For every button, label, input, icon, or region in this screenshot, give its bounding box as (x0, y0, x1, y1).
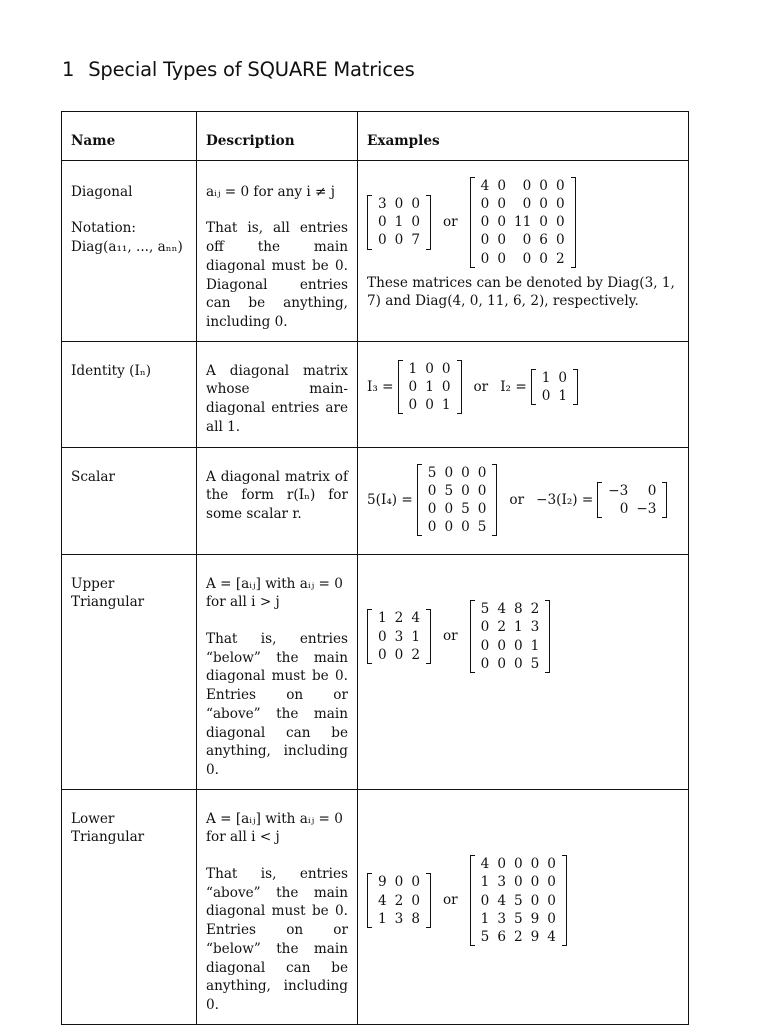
matrix-entry: 1 (441, 397, 451, 414)
matrix-entry: 2 (394, 892, 404, 909)
matrix (417, 464, 498, 537)
matrix-entry: 5 (477, 519, 487, 536)
matrix-entry: 0 (558, 369, 568, 386)
matrix-row (477, 855, 560, 873)
matrix-entry: 0 (555, 214, 565, 231)
matrix-entry: 3 (497, 910, 506, 927)
notation-label: Notation: (71, 220, 136, 237)
matrix-entry: 2 (394, 610, 404, 627)
matrix-row (374, 892, 424, 910)
right-bracket (571, 177, 576, 268)
matrix-entry: 9 (378, 874, 387, 891)
note: These matrices can be denoted by Diag(3, 1, 7) and Diag(4, 0, 11, 6, 2), respectively. (367, 274, 675, 310)
matrix-entry: 4 (480, 177, 490, 194)
matrix-entry: 0 (425, 397, 434, 414)
matrix-row (374, 195, 424, 213)
matrix-entry: 6 (497, 928, 506, 945)
matrix-entry: 2 (411, 646, 420, 663)
matrix-entry: 0 (513, 637, 523, 654)
matrix-row (374, 646, 424, 664)
matrix-entry: 3 (497, 874, 506, 891)
matrix-entry: 0 (539, 250, 548, 267)
matrix-entry: 6 (539, 232, 548, 249)
matrix-entries (405, 360, 455, 415)
right-bracket (426, 873, 431, 928)
matrix-entry: 5 (530, 655, 540, 672)
matrix-row (424, 482, 491, 500)
matrix-entry: −3 (608, 482, 629, 499)
matrix-entry: 0 (394, 232, 404, 249)
matrix-entry: 0 (444, 501, 454, 518)
header-examples: Examples (367, 133, 440, 149)
matrix-entry: 3 (378, 195, 387, 212)
section-number: 1 (62, 58, 75, 81)
matrix (398, 360, 462, 415)
left-bracket (417, 464, 422, 537)
left-bracket (398, 360, 403, 415)
matrix-entry: 1 (378, 610, 387, 627)
matrix-row (374, 628, 424, 646)
matrix-label: I₃ = (367, 378, 394, 395)
or-text: or (442, 628, 458, 645)
matrix-entry: 0 (513, 856, 523, 873)
right-bracket (573, 369, 578, 405)
matrix-entry: 0 (497, 232, 506, 249)
matrix-entry: 0 (547, 910, 556, 927)
matrix-row (477, 873, 560, 891)
matrix-entry: 0 (522, 232, 532, 249)
matrix-entry: 0 (378, 646, 387, 663)
type-name: Upper Triangular (71, 575, 145, 611)
matrix-entry: 0 (547, 892, 556, 909)
matrix-entry: 0 (461, 519, 470, 536)
matrix-entry: 4 (497, 892, 506, 909)
matrix (470, 600, 551, 673)
matrix-entry: 2 (555, 250, 565, 267)
matrix-entry: 1 (394, 214, 404, 231)
matrix-row (405, 360, 455, 378)
matrix-entry: 1 (425, 378, 434, 395)
matrix-entry: 1 (530, 637, 540, 654)
matrix-row (477, 618, 544, 636)
matrix-row (604, 482, 660, 500)
matrix (470, 177, 576, 268)
matrix-entry: 0 (530, 856, 540, 873)
matrix-entry: 0 (425, 360, 434, 377)
examples-line (367, 855, 679, 946)
matrix-entry: 9 (530, 910, 540, 927)
matrix-entries (477, 600, 544, 673)
matrix-entries (604, 482, 660, 518)
matrix-entry: 0 (547, 856, 556, 873)
matrix-entry: 0 (480, 232, 490, 249)
matrix-row (424, 464, 491, 482)
matrix-entry: 5 (513, 892, 523, 909)
matrix-entry: 0 (497, 214, 506, 231)
matrix-entry: 0 (394, 195, 404, 212)
matrix-entry: 0 (427, 519, 437, 536)
row-scalar (62, 447, 689, 554)
left-bracket (470, 855, 475, 946)
examples-line (367, 464, 679, 537)
matrix-entry: 0 (411, 892, 420, 909)
matrix-entry: 0 (497, 177, 506, 194)
matrix-entry: 0 (480, 214, 490, 231)
matrix-entries (374, 609, 424, 664)
matrix-entries (477, 855, 560, 946)
matrix-row (405, 396, 455, 414)
matrix-row (374, 231, 424, 249)
type-name: Identity (Iₙ) (71, 362, 152, 379)
matrix-label: 5(I₄) = (367, 491, 413, 508)
matrix-entry: 0 (427, 501, 437, 518)
matrix-entry: 0 (541, 387, 551, 404)
matrix-entry: 4 (411, 610, 420, 627)
matrix-row (374, 609, 424, 627)
matrix-entry: 5 (513, 910, 523, 927)
matrix-entry: 0 (522, 177, 532, 194)
matrix-entry: 0 (411, 874, 420, 891)
left-bracket (531, 369, 536, 405)
matrix-entry: 5 (444, 482, 454, 499)
matrix-entry: 0 (427, 482, 437, 499)
matrix-row (477, 892, 560, 910)
examples-line (367, 600, 679, 673)
matrix (367, 873, 431, 928)
matrix-entry: 0 (547, 874, 556, 891)
matrix-entry: 0 (522, 195, 532, 212)
matrix-entry: 0 (480, 195, 490, 212)
right-bracket (662, 482, 667, 518)
matrix-entry: 8 (411, 910, 420, 927)
matrix-row (374, 213, 424, 231)
definition: aᵢⱼ = 0 for any i ≠ j (206, 183, 335, 200)
matrix-entry: 0 (461, 464, 470, 481)
matrix-entry: 2 (497, 619, 506, 636)
matrix-entry: 0 (555, 195, 565, 212)
notation: Diag(a₁₁, ..., aₙₙ) (71, 239, 183, 256)
matrix-entry: 0 (555, 177, 565, 194)
matrix-row (424, 518, 491, 536)
matrix-entry: 4 (480, 856, 490, 873)
matrix-entry: 11 (513, 214, 532, 231)
matrix-entry: 0 (480, 655, 490, 672)
matrix-entry: 0 (555, 232, 565, 249)
definition: A = [aᵢⱼ] with aᵢⱼ = 0 for all i < j (206, 810, 343, 846)
description: That is, entries “below” the main diagonal must be 0. Entries on or “above” the main diagonal can be anything, including 0. (206, 631, 348, 778)
matrix-entry: 4 (497, 601, 506, 618)
matrix-row (538, 369, 571, 387)
left-bracket (367, 873, 372, 928)
matrix-entry: 0 (477, 482, 487, 499)
description: A diagonal matrix of the form r(Iₙ) for some scalar r. (206, 468, 348, 523)
matrix-entry: 1 (558, 387, 568, 404)
examples-line (367, 177, 679, 268)
matrix-entry: 0 (441, 360, 451, 377)
matrix-entry: 0 (394, 874, 404, 891)
matrix-row (477, 213, 569, 231)
or-text: or (442, 213, 458, 230)
matrix-entry: 0 (539, 177, 548, 194)
definition: A = [aᵢⱼ] with aᵢⱼ = 0 for all i > j (206, 575, 343, 611)
matrix-label: −3(I₂) = (536, 491, 594, 508)
matrix-entry: 0 (444, 464, 454, 481)
row-diagonal (62, 160, 689, 341)
matrix-entry: 9 (530, 928, 540, 945)
left-bracket (367, 195, 372, 250)
matrix-entry: 1 (541, 369, 551, 386)
matrix-row (374, 873, 424, 891)
matrix-entry: 0 (378, 628, 387, 645)
matrix-row (538, 387, 571, 405)
matrix-entry: 0 (619, 501, 629, 518)
matrix-entry: 0 (408, 397, 418, 414)
left-bracket (470, 600, 475, 673)
matrix-entry: 0 (394, 646, 404, 663)
or-text: or (473, 378, 489, 395)
row-lower-triangular (62, 789, 689, 1024)
matrix-entry: 0 (444, 519, 454, 536)
matrix (531, 369, 578, 405)
matrix-entries (477, 177, 569, 268)
matrix-entry: 0 (522, 250, 532, 267)
matrix-entries (374, 873, 424, 928)
right-bracket (426, 195, 431, 250)
matrix-entry: 3 (530, 619, 540, 636)
or-text: or (442, 892, 458, 909)
matrix-entries (538, 369, 571, 405)
matrix-entry: 1 (411, 628, 420, 645)
matrix (470, 855, 567, 946)
matrix-row (477, 928, 560, 946)
header-name: Name (71, 133, 116, 149)
left-bracket (367, 609, 372, 664)
matrix-entry: 1 (378, 910, 387, 927)
right-bracket (457, 360, 462, 415)
section-heading (62, 58, 415, 81)
matrix-row (424, 500, 491, 518)
matrix-row (604, 500, 660, 518)
matrix (597, 482, 667, 518)
matrix-entry: 1 (408, 360, 418, 377)
or-text: or (509, 491, 525, 508)
left-bracket (470, 177, 475, 268)
header-row (62, 112, 689, 161)
matrix-entry: 3 (394, 628, 404, 645)
matrix-row (374, 910, 424, 928)
matrix-entry: 0 (480, 637, 490, 654)
matrix-entry: 0 (480, 250, 490, 267)
matrix-entry: 0 (378, 232, 387, 249)
matrix-row (477, 637, 544, 655)
matrix-row (477, 177, 569, 195)
matrix-entry: 5 (461, 501, 470, 518)
matrix-entries (424, 464, 491, 537)
matrix-entry: 2 (530, 601, 540, 618)
matrix-entry: 0 (477, 501, 487, 518)
matrix-entry: 0 (513, 655, 523, 672)
matrix-entry: 0 (411, 214, 420, 231)
matrix-entry: 0 (477, 464, 487, 481)
description: That is, all entries off the main diagonal must be 0. Diagonal entries can be anything, including 0. (206, 220, 348, 330)
matrix-entry: 0 (497, 195, 506, 212)
matrix-row (477, 655, 544, 673)
matrix-entry: 5 (480, 928, 490, 945)
right-bracket (492, 464, 497, 537)
matrix-entry: 0 (539, 195, 548, 212)
matrix-entry: 0 (461, 482, 470, 499)
type-name: Diagonal (71, 183, 133, 200)
matrix-entry: 1 (480, 910, 490, 927)
matrix-entries (374, 195, 424, 250)
matrix-entry: −3 (636, 501, 657, 518)
matrix-entry: 0 (497, 637, 506, 654)
matrix-entry: 1 (513, 619, 523, 636)
left-bracket (597, 482, 602, 518)
matrix-entry: 8 (513, 601, 523, 618)
matrix-row (477, 250, 569, 268)
matrix-entry: 4 (547, 928, 556, 945)
matrix-entry: 0 (530, 892, 540, 909)
right-bracket (545, 600, 550, 673)
matrix-entry: 0 (513, 874, 523, 891)
matrix (367, 609, 431, 664)
matrix-entry: 1 (480, 874, 490, 891)
matrix-entry: 2 (513, 928, 523, 945)
matrix-types-table (61, 111, 689, 1025)
matrix-entry: 5 (480, 601, 490, 618)
examples-line (367, 360, 679, 415)
matrix-entry: 0 (497, 250, 506, 267)
matrix-entry: 4 (378, 892, 387, 909)
right-bracket (562, 855, 567, 946)
matrix-entry: 0 (441, 378, 451, 395)
matrix-entry: 0 (647, 482, 657, 499)
matrix-entry: 3 (394, 910, 404, 927)
row-upper-triangular (62, 554, 689, 789)
matrix-row (477, 231, 569, 249)
matrix-row (477, 600, 544, 618)
matrix-row (477, 195, 569, 213)
header-description: Description (206, 133, 295, 149)
matrix-entry: 0 (480, 619, 490, 636)
matrix-entry: 0 (497, 856, 506, 873)
matrix-entry: 0 (411, 195, 420, 212)
matrix-row (405, 378, 455, 396)
matrix-row (477, 910, 560, 928)
matrix-entry: 0 (378, 214, 387, 231)
matrix-entry: 0 (408, 378, 418, 395)
description: That is, entries “above” the main diagonal must be 0. Entries on or “below” the main diagonal can be anything, including 0. (206, 866, 348, 1013)
description: A diagonal matrix whose main-diagonal entries are all 1. (206, 362, 348, 435)
matrix (367, 195, 431, 250)
type-name: Lower Triangular (71, 810, 145, 846)
matrix-entry: 0 (530, 874, 540, 891)
matrix-entry: 0 (539, 214, 548, 231)
matrix-entry: 7 (411, 232, 420, 249)
row-identity (62, 341, 689, 447)
matrix-entry: 5 (427, 464, 437, 481)
type-name: Scalar (71, 468, 115, 485)
matrix-entry: 0 (480, 892, 490, 909)
right-bracket (426, 609, 431, 664)
matrix-label: I₂ = (500, 378, 527, 395)
section-title: Special Types of SQUARE Matrices (88, 58, 415, 81)
matrix-entry: 0 (497, 655, 506, 672)
